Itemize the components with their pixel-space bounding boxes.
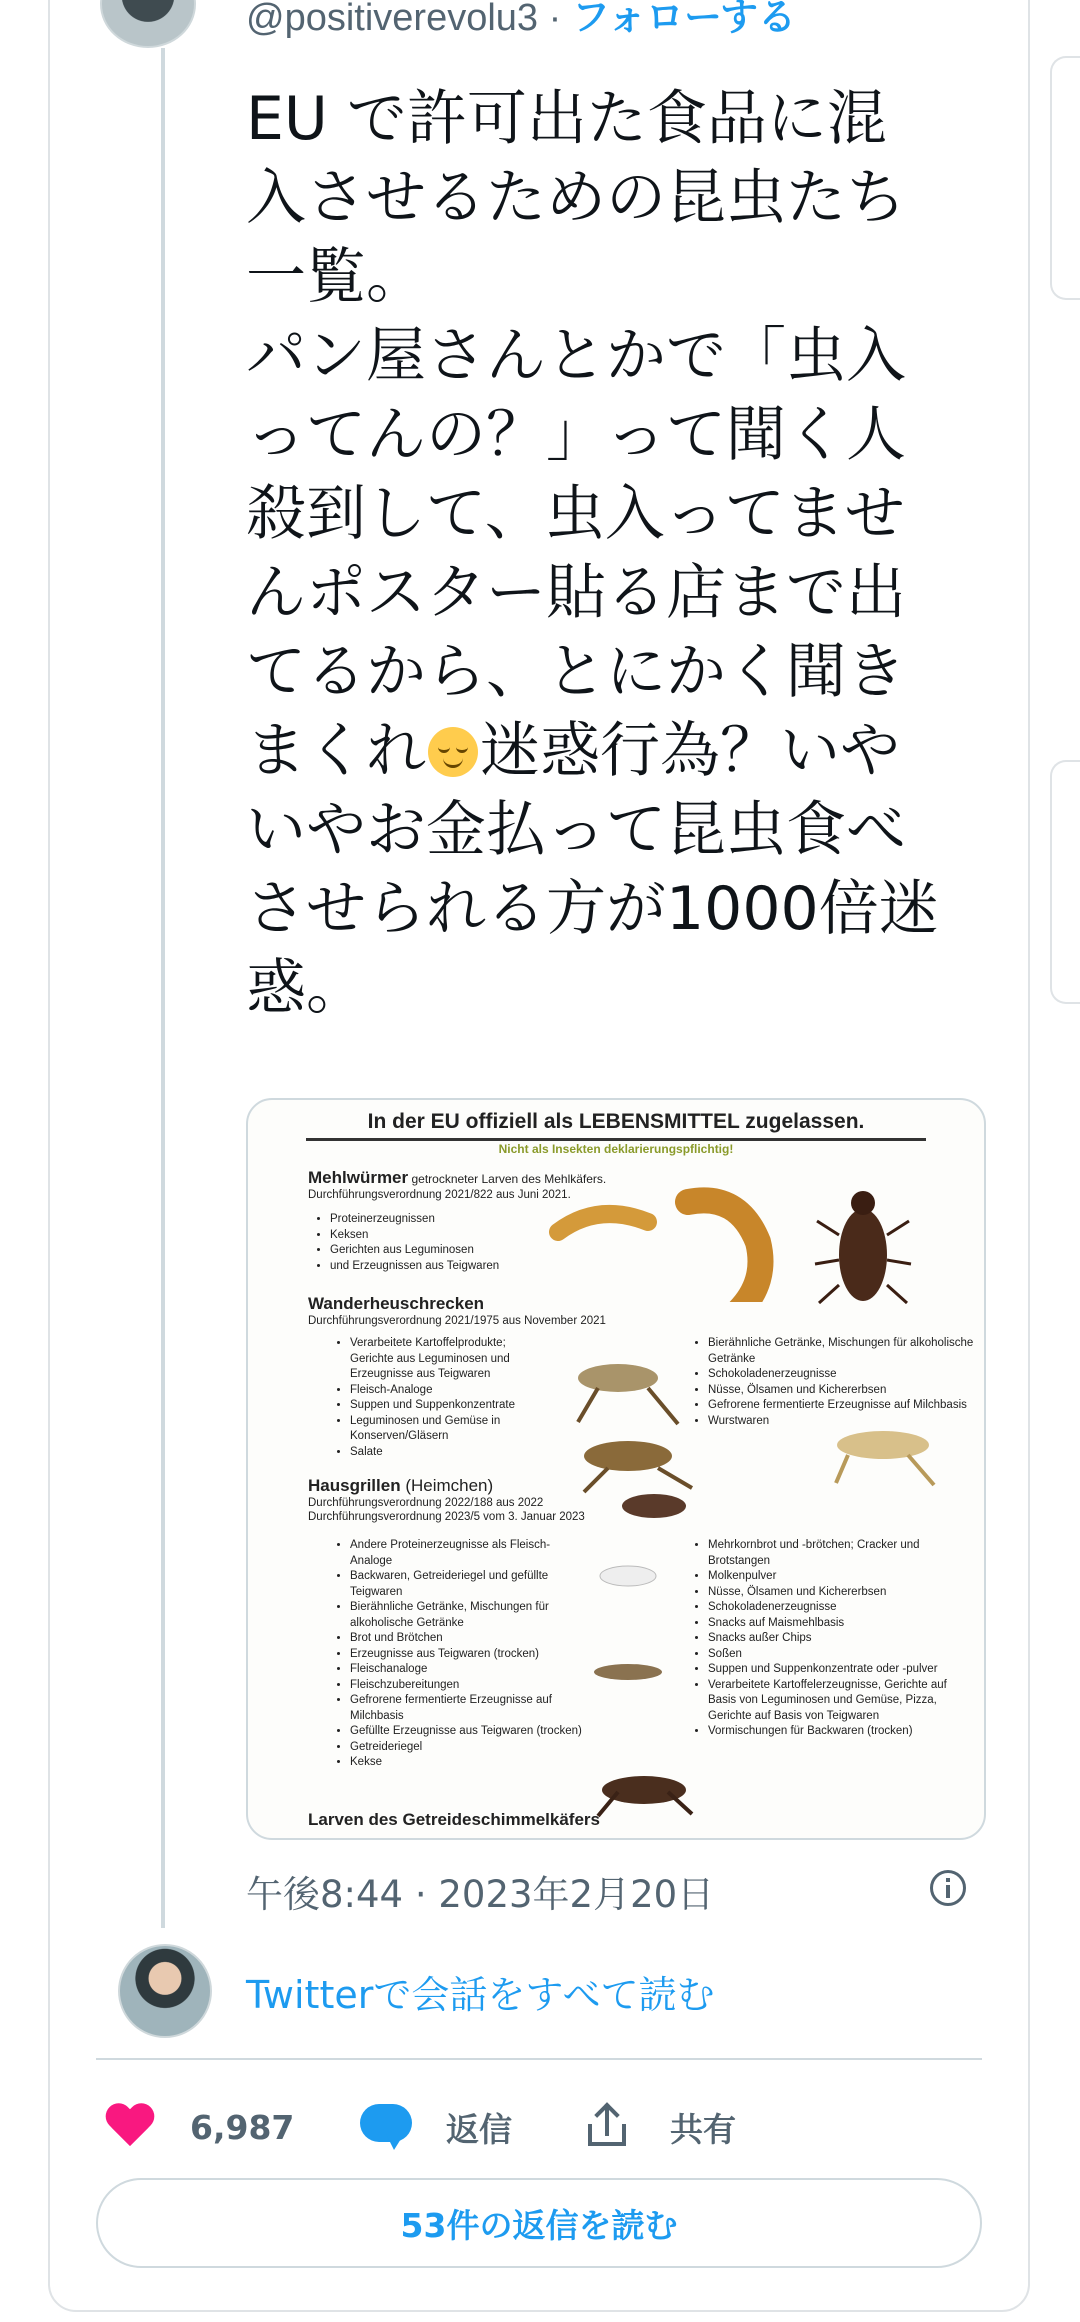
- image-list-item: • Snacks außer Chips: [708, 1631, 968, 1647]
- reply-action[interactable]: [360, 2092, 512, 2162]
- image-list-item: • Nüsse, Ölsamen und Kichererbsen: [708, 1585, 968, 1601]
- image-list-item: • Fleischanaloge: [350, 1662, 590, 1678]
- image-list-item: • Gefrorene fermentierte Erzeugnisse auf Milchbasis: [350, 1693, 590, 1724]
- image-list-item: • Snacks auf Maismehlbasis: [708, 1616, 968, 1632]
- actions-divider: [96, 2058, 982, 2060]
- section-mehlwuermer-regulation: Durchführungsverordnung 2021/822 aus Juni 2021.: [308, 1189, 571, 1201]
- image-list-item: • Molkenpulver: [708, 1569, 968, 1585]
- image-list-item: • und Erzeugnissen aus Teigwaren: [330, 1259, 590, 1275]
- hausgrillen-usage-list-right: [688, 1538, 968, 1740]
- like-action[interactable]: [104, 2092, 294, 2162]
- thread-connector-line: [161, 48, 165, 1928]
- grasshopper-illustration: [828, 1400, 948, 1490]
- image-list-item: • Gefrorene fermentierte Erzeugnisse auf Milchbasis: [708, 1398, 978, 1414]
- cricket-illustrations: [558, 1466, 698, 1826]
- image-list-item: • Mehrkornbrot und -brötchen; Cracker und Brotstangen: [708, 1538, 968, 1569]
- section-wanderheuschrecken-regulation: Durchführungsverordnung 2021/1975 aus November 2021: [308, 1315, 606, 1327]
- image-list-item: • Fleisch-Analoge: [350, 1383, 550, 1399]
- section-hausgrillen-title: Hausgrillen (Heimchen): [308, 1476, 494, 1495]
- read-replies-button[interactable]: 53件の返信を読む: [96, 2178, 982, 2268]
- tweet-text-part-1: EU で許可出た食品に混 入させるための昆虫たち 一覧。 パン屋さんとかで「虫入 ってんの？」って聞く人 殺到して、虫入ってませ んポスター貼る店まで出 てるから、とにかく聞き まくれ: [246, 84, 906, 786]
- image-list-item: • Kekse: [350, 1755, 590, 1771]
- image-list-item: • Suppen und Suppenkonzentrate oder -pulver: [708, 1662, 968, 1678]
- image-list-item: • Brot und Brötchen: [350, 1631, 590, 1647]
- conversation-avatar: [118, 1944, 212, 2038]
- image-list-item: • Wurstwaren: [708, 1414, 978, 1430]
- image-list-item: • Bierähnliche Getränke, Mischungen für alkoholische Getränke: [350, 1600, 590, 1631]
- image-list-item: • Schokoladenerzeugnisse: [708, 1600, 968, 1616]
- follow-button[interactable]: フォローする: [571, 0, 797, 39]
- reply-label: 返信: [446, 2109, 512, 2149]
- read-full-conversation-link[interactable]: Twitterで会話をすべて読む: [246, 1973, 715, 2017]
- image-list-item: • Erzeugnisse aus Teigwaren (trocken): [350, 1647, 590, 1663]
- tweet-text-part-2: 迷惑行為？いや いやお金払って昆虫食べ させられる方が1000倍迷 惑。: [246, 716, 939, 1023]
- relieved-face-emoji: [428, 727, 478, 777]
- share-icon: [588, 2104, 632, 2150]
- like-count: 6,987: [190, 2107, 295, 2147]
- beetle-illustration: [808, 1175, 918, 1315]
- image-list-item: • Fleischzubereitungen: [350, 1678, 590, 1694]
- image-subtitle: Nicht als Insekten deklarierungspflichtig!: [498, 1142, 734, 1156]
- hausgrillen-usage-list-left: [330, 1538, 590, 1771]
- section-hausgrillen-regulation: Durchführungsverordnung 2022/188 aus 2022 Durchführungsverordnung 2023/5 vom 3. Januar 2023: [308, 1497, 585, 1523]
- image-list-item: • Backwaren, Getreideriegel und gefüllte Teigwaren: [350, 1569, 590, 1600]
- heart-icon: [104, 2104, 156, 2150]
- share-label: 共有: [670, 2109, 736, 2149]
- image-list-item: • Verarbeitete Kartoffelerzeugnisse, Gerichte auf Basis von Leguminosen und Gemüse, Pizza, Gerichte auf Basis von Teigwaren: [708, 1678, 968, 1725]
- reply-bubble-icon: [360, 2104, 412, 2150]
- image-list-item: • Leguminosen und Gemüse in Konserven/Gläsern: [350, 1414, 550, 1445]
- mealworm-illustration: [538, 1172, 838, 1302]
- image-list-item: • Andere Proteinerzeugnisse als Fleisch-Analoge: [350, 1538, 590, 1569]
- image-list-item: • Verarbeitete Kartoffelprodukte; Gerichte aus Leguminosen und Erzeugnisse aus Teigwaren: [350, 1336, 550, 1383]
- image-list-item: • Soßen: [708, 1647, 968, 1663]
- image-list-item: • Schokoladenerzeugnisse: [708, 1367, 978, 1383]
- section-mehlwuermer-title: Mehlwürmer getrockneter Larven des Mehlkäfers.: [308, 1168, 607, 1187]
- tweet-text: [246, 80, 1006, 1028]
- tweet-actions: [0, 2092, 1080, 2162]
- adjacent-card-edge: [1050, 760, 1080, 1004]
- separator-dot: ·: [538, 0, 572, 39]
- image-list-item: • Gerichten aus Leguminosen: [330, 1243, 590, 1259]
- image-list-item: • Bierähnliche Getränke, Mischungen für alkoholische Getränke: [708, 1336, 978, 1367]
- adjacent-card-edge: [1050, 56, 1080, 300]
- image-list-item: • Vormischungen für Backwaren (trocken): [708, 1724, 968, 1740]
- info-icon[interactable]: [930, 1870, 966, 1906]
- tweet-image[interactable]: [246, 1098, 986, 1840]
- image-list-item: • Getreideriegel: [350, 1740, 590, 1756]
- author-handle-row: [246, 0, 796, 41]
- image-list-item: • Proteinerzeugnissen: [330, 1212, 590, 1228]
- author-handle[interactable]: @positiverevolu3: [246, 0, 539, 39]
- image-list-item: • Suppen und Suppenkonzentrate: [350, 1398, 550, 1414]
- image-list-item: • Nüsse, Ölsamen und Kichererbsen: [708, 1383, 978, 1399]
- share-action[interactable]: [588, 2092, 736, 2162]
- image-list-item: • Keksen: [330, 1228, 590, 1244]
- wanderheuschrecken-usage-list-left: [330, 1336, 550, 1460]
- image-list-item: • Gefüllte Erzeugnisse aus Teigwaren (trocken): [350, 1724, 590, 1740]
- image-list-item: • Salate: [350, 1445, 550, 1461]
- image-title: In der EU offiziell als LEBENSMITTEL zugelassen.: [306, 1110, 926, 1141]
- section-getreideschimmelkaefer-title: Larven des Getreideschimmelkäfers: [308, 1810, 600, 1829]
- section-wanderheuschrecken-title: Wanderheuschrecken: [308, 1294, 485, 1313]
- tweet-timestamp[interactable]: 午後8:44 · 2023年2月20日: [246, 1873, 715, 1916]
